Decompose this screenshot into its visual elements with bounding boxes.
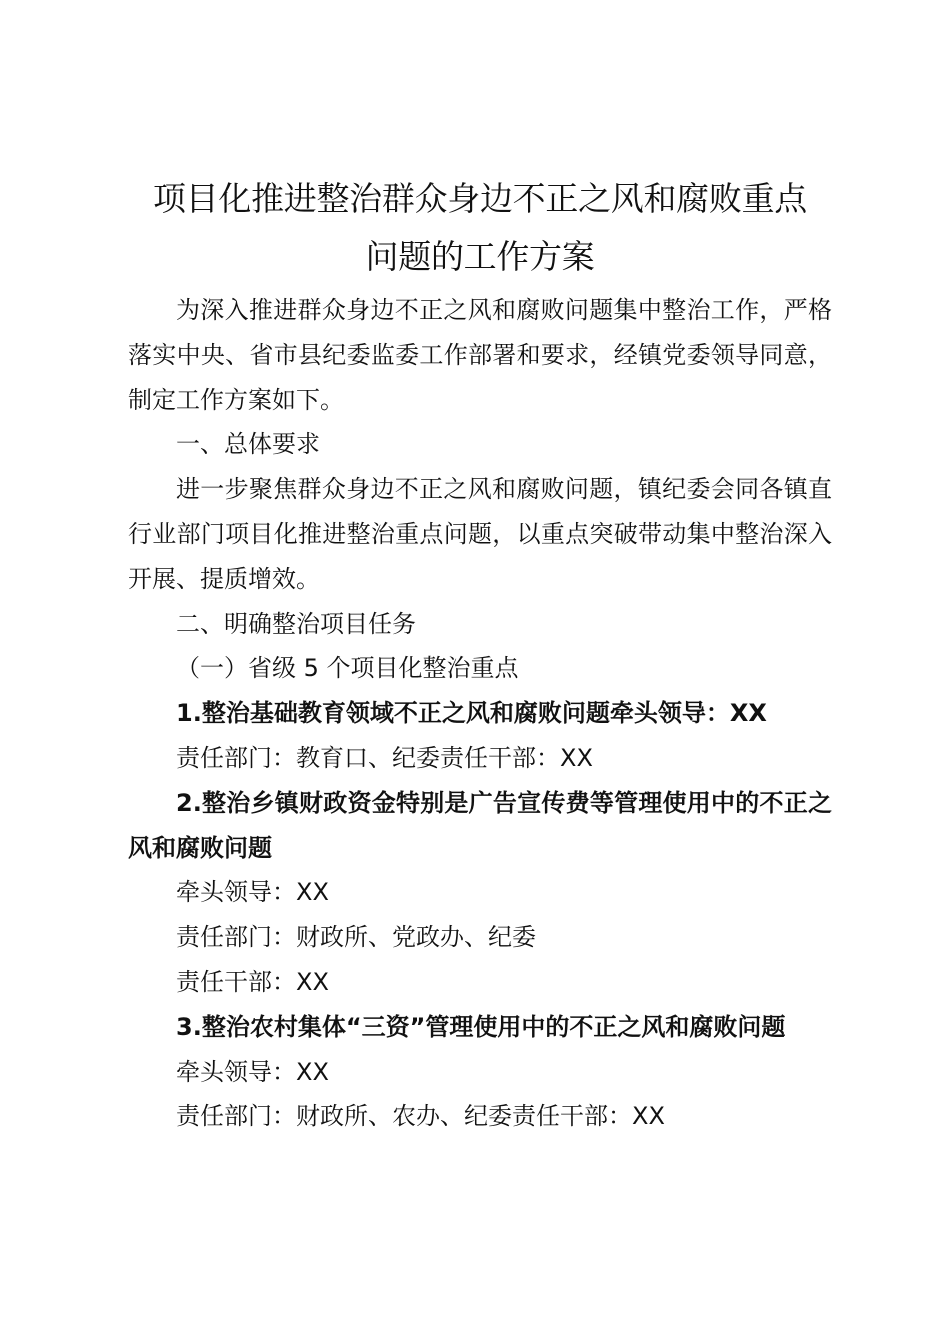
intro-paragraph: 为深入推进群众身边不正之风和腐败问题集中整治工作，严格落实中央、省市县纪委监委工作部署和要求，经镇党委领导同意，制定工作方案如下。 [128,296,832,414]
item-2-leader: 牵头领导：XX [176,878,329,907]
item-3-department: 责任部门：财政所、农办、纪委责任干部：XX [176,1102,665,1131]
item-3-title: 3.整治农村集体“三资”管理使用中的不正之风和腐败问题 [176,1012,786,1041]
section-1-heading: 一、总体要求 [176,430,320,459]
item-1-title: 1.整治基础教育领域不正之风和腐败问题牵头领导：XX [176,699,767,728]
item-3-leader: 牵头领导：XX [176,1057,329,1086]
document-page [128,170,832,1139]
item-2-cadre: 责任干部：XX [176,967,329,996]
document-title [128,170,832,286]
section-1-body: 进一步聚焦群众身边不正之风和腐败问题，镇纪委会同各镇直行业部门项目化推进整治重点问题，以重点突破带动集中整治深入开展、提质增效。 [128,475,832,593]
item-2-department: 责任部门：财政所、党政办、纪委 [176,923,536,952]
item-1-department: 责任部门：教育口、纪委责任干部：XX [176,743,593,772]
item-2-title: 2.整治乡镇财政资金特别是广告宣传费等管理使用中的不正之风和腐败问题 [128,788,832,862]
section-2-heading: 二、明确整治项目任务 [176,609,416,638]
document-title-line-1: 项目化推进整治群众身边不正之风和腐败重点 [152,179,807,218]
subsection-1-heading: （一）省级 5 个项目化整治重点 [176,654,519,683]
document-title-line-2: 问题的工作方案 [365,237,595,276]
